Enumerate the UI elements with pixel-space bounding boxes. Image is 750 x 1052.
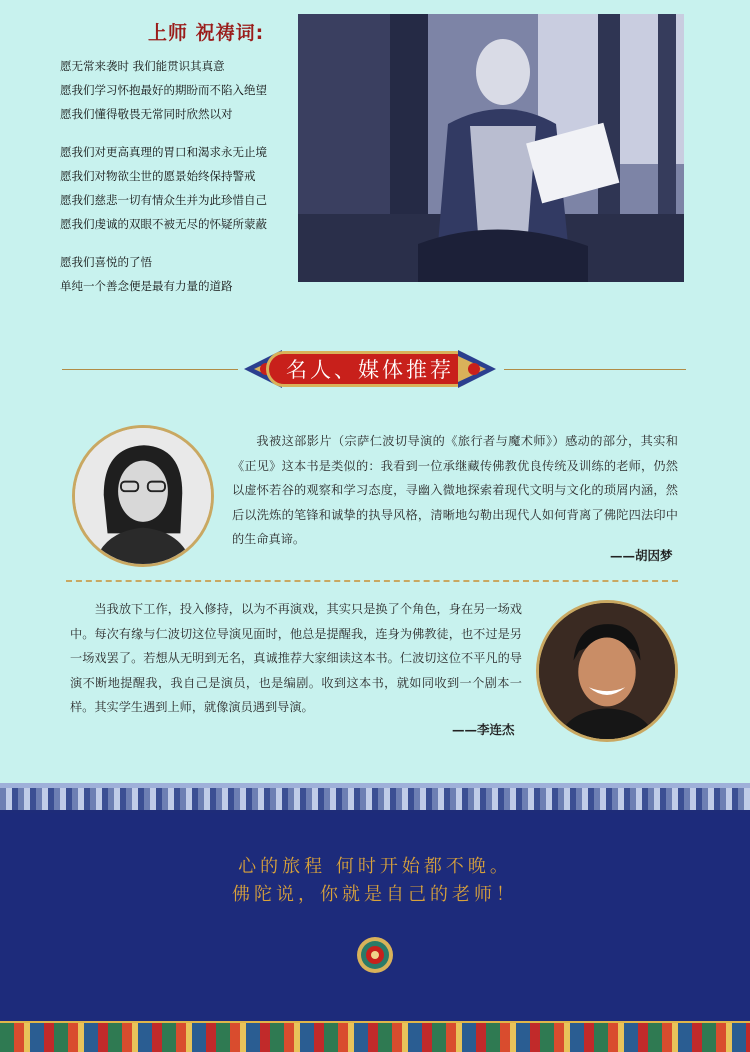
avatar-hu-yinmeng [72,425,214,567]
prayer-line: 愿我们对物欲尘世的愿景始终保持警戒 [60,169,256,183]
motto-line-2: 佛陀说，你就是自己的老师！ [232,884,518,905]
section-banner [236,346,504,392]
prayer-line: 愿我们慈悲一切有情众生并为此珍惜自己 [60,193,267,207]
recommendation-text: 当我放下工作，投入修持，以为不再演戏，其实只是换了个角色，身在另一场戏中。每次有缘与仁波切这位导演见面时，他总是提醒我，连身为佛教徒，也不过是另一场戏罢了。若想从无明到无名，真诚推荐大家细读这本书。仁波切这位不平凡的导演不断地提醒我，我自己是演员，也是编剧。收到这本书，就如同收到一个剧本一样。其实学生遇到上师，就像演员遇到导演。 [70,602,522,714]
prayer-line: 愿我们虔诚的双眼不被无尽的怀疑所蒙蔽 [60,217,267,231]
prayer-text [60,54,267,298]
ornament-right-icon [458,346,504,392]
banner-label: 名人、媒体推荐 [266,351,474,387]
banner-rule-left [62,369,238,370]
floral-border [0,1021,750,1052]
recommendation-text: 我被这部影片（宗萨仁波切导演的《旅行者与魔术师》）感动的部分，其实和《正见》这本书是类似的：我看到一位承继藏传佛教优良传统及训练的老师，仍然以虚怀若谷的观察和学习态度，寻幽入微地探索着现代文明与文化的琐屑内涵，然后以洗炼的笔锋和诚挚的执导风格，清晰地勾勒出现代人如何背离了佛陀四法印中的生命真谛。 [232,434,678,546]
medallion-icon [356,936,394,974]
prayer-line: 愿无常来袭时 我们能贯识其真意 [60,59,225,73]
recommendation-signature: ——胡因梦 [610,548,673,563]
motto-line-1: 心的旅程 何时开始都不晚。 [238,856,512,877]
banner-rule-right [504,369,686,370]
prayer-line: 愿我们对更高真理的胃口和渴求永无止境 [60,145,267,159]
recommendation-signature: ——李连杰 [452,722,515,737]
prayer-line: 愿我们喜悦的了悟 [60,255,152,269]
prayer-line: 愿我们懂得敬畏无常同时欣然以对 [60,107,233,121]
avatar-jet-li [536,600,678,742]
prayer-line: 单纯一个善念便是最有力量的道路 [60,279,233,293]
bottom-section [0,813,750,1021]
prayer-title: 上师 祝祷词: [148,22,265,44]
dashed-divider [66,580,678,582]
prayer-line: 愿我们学习怀抱最好的期盼而不陷入绝望 [60,83,267,97]
ornamental-border [0,788,750,813]
monk-photo [298,14,684,282]
